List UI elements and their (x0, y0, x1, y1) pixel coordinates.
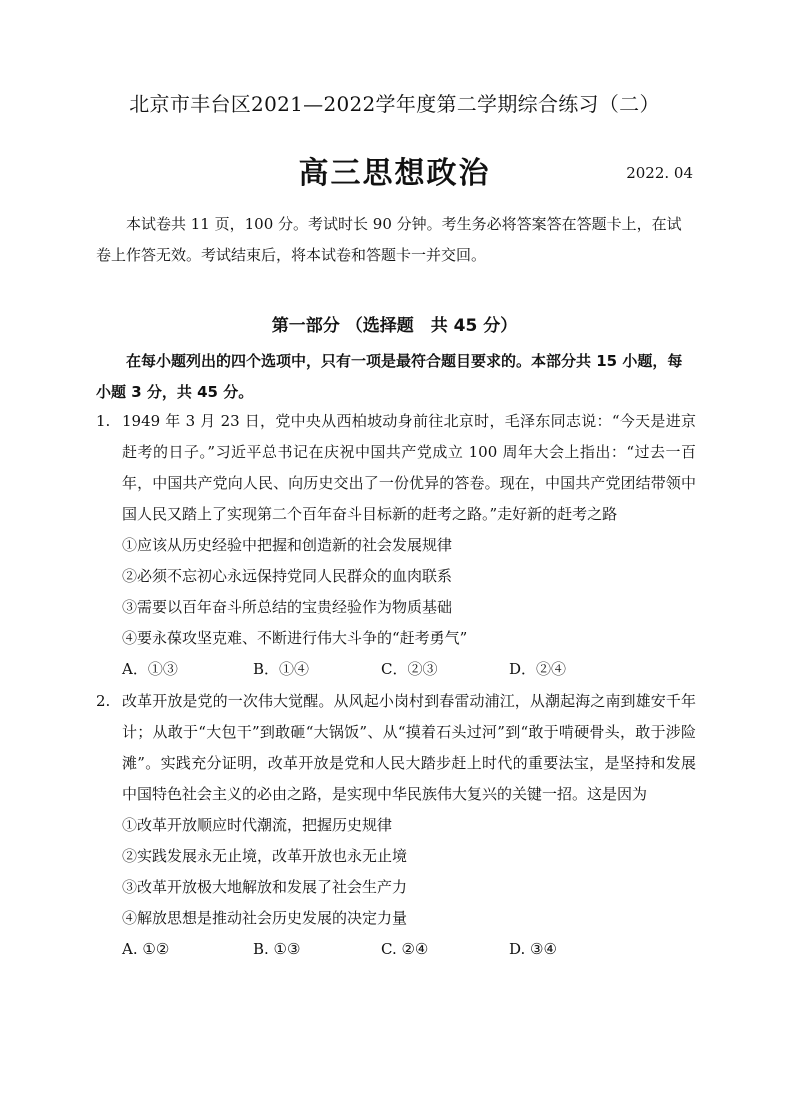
statement-3: ③需要以百年奋斗所总结的宝贵经验作为物质基础 (122, 598, 453, 616)
statement-4: ④要永葆攻坚克难、不断进行伟大斗争的“赶考勇气” (122, 629, 468, 647)
exam-title: 北京市丰台区2021—2022学年度第二学期综合练习（二） (129, 92, 660, 116)
statement-2: ②实践发展永无止境，改革开放也永无止境 (122, 847, 408, 865)
option-d: D. ③④ (509, 940, 557, 958)
option-a: A. ①② (122, 940, 170, 958)
answer-options (122, 654, 696, 685)
question-2 (96, 686, 696, 965)
option-a: A．①③ (122, 660, 178, 678)
instructions-text: 在每小题列出的四个选项中，只有一项是最符合题目要求的。本部分共 15 小题，每小题 3 分，共 45 分。 (96, 352, 683, 401)
section-title: 第一部分 （选择题 共 45 分） (271, 316, 518, 336)
intro-text: 本试卷共 11 页，100 分。考试时长 90 分钟。考生务必将答案答在答题卡上，在试卷上作答无效。考试结束后，将本试卷和答题卡一并交回。 (96, 215, 682, 264)
answer-options (122, 934, 696, 965)
statement-1: ①改革开放顺应时代潮流，把握历史规律 (122, 816, 393, 834)
statement-3: ③改革开放极大地解放和发展了社会生产力 (122, 878, 408, 896)
question-text: 改革开放是党的一次伟大觉醒。从风起小岗村到春雷动浦江，从潮起海之南到雄安千年计；从敢于“大包干”到敢砸“大锅饭”、从“摸着石头过河”到“敢于啃硬骨头，敢于涉险滩”。实践充分证明，改革开放是党和人民大踏步赶上时代的重要法宝，是坚持和发展中国特色社会主义的必由之路，是实现中华民族伟大复兴的关键一招。这是因为 (122, 692, 696, 803)
exam-date: 2022. 04 (626, 164, 693, 182)
statement-2: ②必须不忘初心永远保持党同人民群众的血肉联系 (122, 567, 453, 585)
subject-title: 高三思想政治 (298, 156, 491, 191)
statement-1: ①应该从历史经验中把握和创造新的社会发展规律 (122, 536, 453, 554)
option-c: C. ②④ (381, 940, 429, 958)
question-number: 2. (96, 692, 111, 710)
option-b: B．①④ (253, 660, 310, 678)
question-number: 1. (96, 412, 111, 430)
option-d: D．②④ (509, 660, 567, 678)
statement-4: ④解放思想是推动社会历史发展的决定力量 (122, 909, 408, 927)
option-c: C．②③ (381, 660, 438, 678)
option-b: B. ①③ (253, 940, 301, 958)
intro-paragraph (96, 209, 694, 271)
question-text: 1949 年 3 月 23 日，党中央从西柏坡动身前往北京时，毛泽东同志说：“今天是进京赶考的日子。”习近平总书记在庆祝中国共产党成立 100 周年大会上指出：“过去一百年，中国共产党向人民、向历史交出了一份优异的答卷。现在，中国共产党团结带领中国人民又踏上了实现第二个百年奋斗目标新的赶考之路。”走好新的赶考之路 (122, 412, 696, 523)
section-instructions (96, 346, 694, 408)
question-1 (96, 406, 696, 685)
